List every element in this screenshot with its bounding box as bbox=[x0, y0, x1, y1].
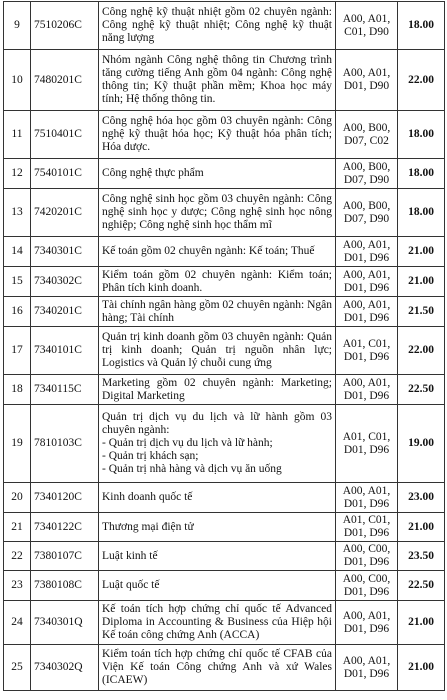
subject-combinations bbox=[336, 483, 398, 513]
major-code: 7340301Q bbox=[31, 601, 99, 645]
subject-combination-line: D01, D96 bbox=[343, 281, 390, 294]
major-name bbox=[99, 159, 336, 189]
subject-combinations bbox=[336, 111, 398, 159]
subject-combination-line: A01, C01, bbox=[342, 337, 391, 350]
benchmark-score: 21.00 bbox=[398, 645, 445, 691]
row-number: 14 bbox=[4, 237, 31, 267]
major-code: 7510206C bbox=[31, 2, 99, 50]
major-code: 7340302Q bbox=[31, 645, 99, 691]
major-name bbox=[99, 189, 336, 237]
major-name-line: Luật kinh tế bbox=[102, 549, 158, 562]
subject-combination-line: A00, B00, bbox=[342, 121, 391, 134]
row-number: 13 bbox=[4, 189, 31, 237]
major-name bbox=[99, 542, 336, 571]
subject-combinations bbox=[336, 375, 398, 405]
subject-combination-line: A00, C00, bbox=[342, 572, 391, 585]
subject-combinations bbox=[336, 237, 398, 267]
subject-combination-line: A00, A01, bbox=[342, 609, 391, 622]
subject-combination-line: A00, A01, bbox=[342, 298, 391, 311]
row-number: 19 bbox=[4, 405, 31, 483]
subject-combinations bbox=[336, 2, 398, 50]
benchmark-score: 21.00 bbox=[398, 267, 445, 297]
major-name-line: - Quản trị khách sạn; bbox=[102, 450, 199, 462]
benchmark-score: 22.50 bbox=[398, 571, 445, 601]
subject-combinations bbox=[336, 601, 398, 645]
major-name bbox=[99, 267, 336, 297]
table-row bbox=[4, 542, 445, 571]
table-row bbox=[4, 237, 445, 267]
benchmark-score: 21.00 bbox=[398, 513, 445, 542]
major-code: 7340201C bbox=[31, 297, 99, 327]
major-name bbox=[99, 297, 336, 327]
subject-combinations bbox=[336, 327, 398, 375]
subject-combination-line: A00, A01, bbox=[342, 67, 391, 79]
major-code: 7510401C bbox=[31, 111, 99, 159]
subject-combination-line: A00, A01, bbox=[342, 376, 391, 389]
major-name bbox=[99, 111, 336, 159]
table-row bbox=[4, 189, 445, 237]
major-code: 7420201C bbox=[31, 189, 99, 237]
table-row bbox=[4, 645, 445, 691]
subject-combination-line: D01, D96 bbox=[343, 311, 390, 324]
row-number: 15 bbox=[4, 267, 31, 297]
subject-combination-line: D07, D90 bbox=[343, 173, 390, 186]
row-number: 18 bbox=[4, 375, 31, 405]
benchmark-score: 22.50 bbox=[398, 375, 445, 405]
table-row bbox=[4, 375, 445, 405]
major-code: 7340115C bbox=[31, 375, 99, 405]
table-row bbox=[4, 571, 445, 601]
subject-combination-line: D01, D96 bbox=[343, 667, 390, 680]
admissions-table-body bbox=[4, 2, 445, 691]
major-name-line: - Quản trị dịch vụ du lịch và lữ hành; bbox=[102, 437, 273, 449]
benchmark-score: 19.00 bbox=[398, 405, 445, 483]
subject-combinations bbox=[336, 645, 398, 691]
subject-combinations bbox=[336, 542, 398, 571]
subject-combination-line: A00, A01, bbox=[342, 238, 391, 251]
major-name-line: Kinh doanh quốc tế bbox=[102, 491, 193, 503]
subject-combination-line: C01, D90 bbox=[344, 25, 389, 38]
table-row bbox=[4, 601, 445, 645]
subject-combination-line: A00, A01, bbox=[342, 12, 391, 25]
benchmark-score: 21.00 bbox=[398, 601, 445, 645]
major-code: 7480201C bbox=[31, 50, 99, 111]
subject-combination-line: D01, D96 bbox=[343, 585, 390, 598]
major-name bbox=[99, 327, 336, 375]
subject-combination-line: D01, D96 bbox=[343, 556, 390, 568]
row-number: 24 bbox=[4, 601, 31, 645]
major-name-line: Công nghệ sinh học gồm 03 chuyên ngành: Công nghệ sinh học y dược; Công nghệ sinh học nông nghiệp; Công nghệ sinh học thẩm mĩ bbox=[102, 193, 332, 231]
subject-combinations bbox=[336, 159, 398, 189]
benchmark-score: 18.00 bbox=[398, 111, 445, 159]
major-name-line: Kế toán tích hợp chứng chỉ quốc tế Advanced Diploma in Accounting & Business của Hiệp hội Kế toán công chứng Anh (ACCA) bbox=[102, 603, 332, 641]
major-name bbox=[99, 483, 336, 513]
major-name bbox=[99, 571, 336, 601]
major-code: 7340302C bbox=[31, 267, 99, 297]
major-name bbox=[99, 645, 336, 691]
subject-combination-line: A00, A01, bbox=[342, 268, 391, 281]
subject-combination-line: A01, C01, bbox=[342, 430, 391, 443]
table-row bbox=[4, 159, 445, 189]
benchmark-score: 21.50 bbox=[398, 297, 445, 327]
subject-combinations bbox=[336, 405, 398, 483]
major-name bbox=[99, 237, 336, 267]
major-code: 7380107C bbox=[31, 542, 99, 571]
row-number: 10 bbox=[4, 50, 31, 111]
major-name bbox=[99, 2, 336, 50]
major-name-line: Quản trị kinh doanh gồm 03 chuyên ngành: Quản trị kinh doanh; Quản trị nguồn nhân lực; Logistics và Quản lý chuỗi cung ứng bbox=[102, 331, 332, 369]
subject-combination-line: D01, D96 bbox=[343, 443, 390, 456]
benchmark-score: 18.00 bbox=[398, 159, 445, 189]
major-name-line: Công nghệ thực phẩm bbox=[102, 167, 204, 179]
table-row bbox=[4, 513, 445, 542]
subject-combination-line: D01, D96 bbox=[343, 527, 390, 539]
subject-combination-line: D01, D96 bbox=[343, 389, 390, 402]
major-name bbox=[99, 405, 336, 483]
benchmark-score: 18.00 bbox=[398, 189, 445, 237]
subject-combinations bbox=[336, 50, 398, 111]
major-code: 7340122C bbox=[31, 513, 99, 542]
table-row bbox=[4, 483, 445, 513]
major-name-line: Quản trị dịch vụ du lịch và lữ hành gồm 03 chuyên ngành: bbox=[102, 411, 332, 436]
major-code: 7380108C bbox=[31, 571, 99, 601]
table-row bbox=[4, 327, 445, 375]
table-row bbox=[4, 2, 445, 50]
subject-combinations bbox=[336, 571, 398, 601]
subject-combination-line: D01, D90 bbox=[343, 80, 390, 92]
row-number: 9 bbox=[4, 2, 31, 50]
major-name-line: Kiểm toán tích hợp chứng chỉ quốc tế CFAB của Viện Kế toán Công chứng Anh và xứ Wales (ICAEW) bbox=[102, 648, 332, 686]
major-name bbox=[99, 375, 336, 405]
major-name bbox=[99, 50, 336, 111]
subject-combinations bbox=[336, 267, 398, 297]
row-number: 25 bbox=[4, 645, 31, 691]
major-name bbox=[99, 601, 336, 645]
subject-combination-line: D07, C02 bbox=[344, 134, 389, 147]
major-name-line: Nhóm ngành Công nghệ thông tin Chương trình tăng cường tiếng Anh gồm 04 ngành: Công nghệ thông tin; Kỹ thuật phần mềm; Khoa học máy tính; Hệ thống thông tin. bbox=[102, 54, 332, 105]
major-code: 7810103C bbox=[31, 405, 99, 483]
major-code: 7540101C bbox=[31, 159, 99, 189]
subject-combination-line: D01, D96 bbox=[343, 350, 390, 363]
admissions-table bbox=[3, 1, 445, 691]
subject-combination-line: D01, D96 bbox=[343, 251, 390, 264]
table-row bbox=[4, 50, 445, 111]
subject-combination-line: D01, D96 bbox=[343, 622, 390, 635]
benchmark-score: 22.00 bbox=[398, 327, 445, 375]
table-row bbox=[4, 405, 445, 483]
major-name-line: Marketing gồm 02 chuyên ngành: Marketing; Digital Marketing bbox=[102, 376, 332, 402]
row-number: 22 bbox=[4, 542, 31, 571]
row-number: 17 bbox=[4, 327, 31, 375]
row-number: 16 bbox=[4, 297, 31, 327]
benchmark-score: 23.50 bbox=[398, 542, 445, 571]
major-code: 7340301C bbox=[31, 237, 99, 267]
major-code: 7340120C bbox=[31, 483, 99, 513]
major-name-line: Kế toán gồm 02 chuyên ngành: Kế toán; Thuế bbox=[102, 245, 315, 257]
major-name-line: Luật quốc tế bbox=[102, 579, 160, 591]
subject-combinations bbox=[336, 189, 398, 237]
subject-combination-line: A00, B00, bbox=[342, 160, 391, 173]
subject-combination-line: A01, C01, bbox=[342, 514, 391, 526]
subject-combination-line: A00, C00, bbox=[342, 543, 391, 555]
subject-combination-line: D01, D96 bbox=[343, 497, 390, 510]
subject-combinations bbox=[336, 297, 398, 327]
subject-combination-line: A00, A01, bbox=[342, 484, 391, 497]
major-name-line: Công nghệ hóa học gồm 03 chuyên ngành: Công nghệ kỹ thuật hóa học; Kỹ thuật hóa phân tích; Hóa dược. bbox=[102, 115, 332, 153]
row-number: 20 bbox=[4, 483, 31, 513]
major-name-line: Kiểm toán gồm 02 chuyên ngành: Kiểm toán; Phân tích kinh doanh. bbox=[102, 268, 332, 294]
row-number: 23 bbox=[4, 571, 31, 601]
major-name-line: Công nghệ kỹ thuật nhiệt gồm 02 chuyên ngành: Công nghệ kỹ thuật nhiệt; Công nghệ kỹ thuật năng lượng bbox=[102, 6, 332, 44]
subject-combination-line: A00, B00, bbox=[342, 199, 391, 212]
subject-combination-line: D07, D90 bbox=[343, 212, 390, 225]
benchmark-score: 23.00 bbox=[398, 483, 445, 513]
benchmark-score: 21.00 bbox=[398, 237, 445, 267]
row-number: 21 bbox=[4, 513, 31, 542]
benchmark-score: 22.00 bbox=[398, 50, 445, 111]
major-name-line: Tài chính ngân hàng gồm 02 chuyên ngành: Ngân hàng; Tài chính bbox=[102, 298, 332, 324]
major-code: 7340101C bbox=[31, 327, 99, 375]
subject-combinations bbox=[336, 513, 398, 542]
row-number: 12 bbox=[4, 159, 31, 189]
major-name-line: - Quản trị nhà hàng và dịch vụ ăn uống bbox=[102, 463, 282, 475]
table-row bbox=[4, 267, 445, 297]
table-row bbox=[4, 297, 445, 327]
table-row bbox=[4, 111, 445, 159]
benchmark-score: 18.00 bbox=[398, 2, 445, 50]
row-number: 11 bbox=[4, 111, 31, 159]
subject-combination-line: A00, A01, bbox=[342, 654, 391, 667]
major-name-line: Thương mại điện tử bbox=[102, 520, 194, 533]
major-name bbox=[99, 513, 336, 542]
